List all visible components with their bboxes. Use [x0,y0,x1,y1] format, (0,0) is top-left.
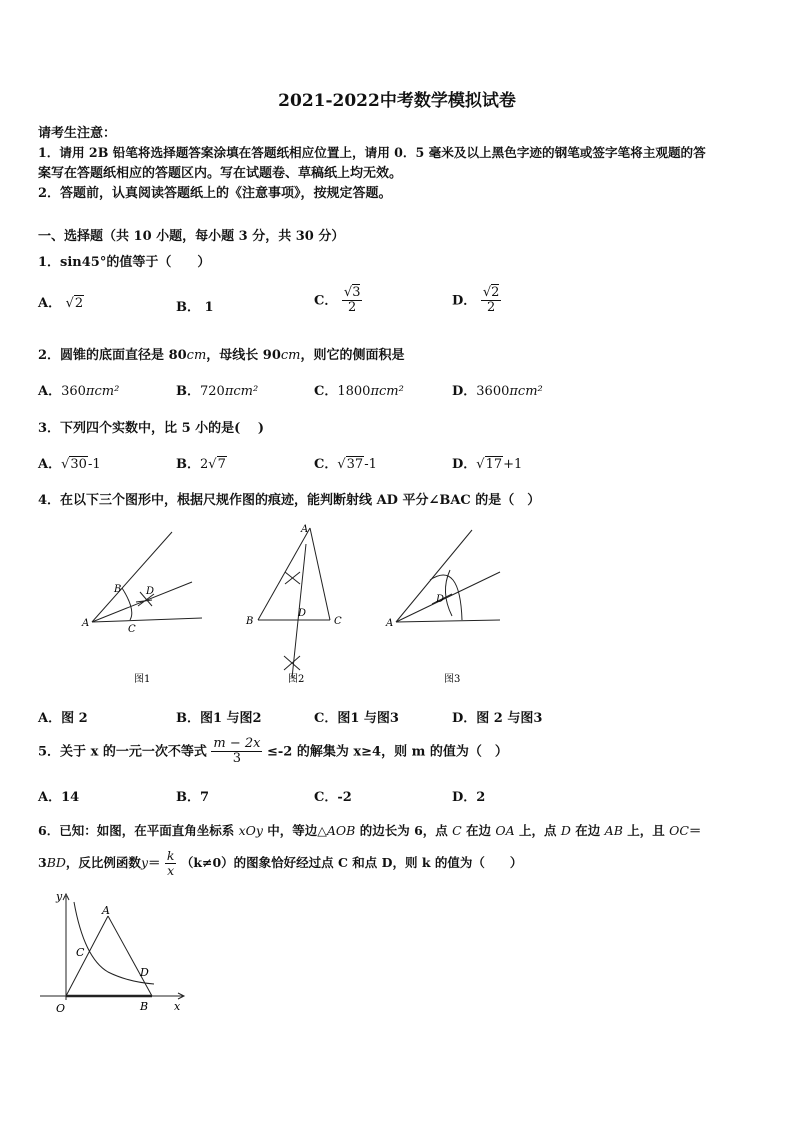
fig3-label-a: A [386,618,394,629]
label-o: O [56,1002,66,1015]
q1-option-a[interactable] [38,292,84,311]
fig2-label-b: B [246,616,254,627]
figure-2 [258,528,330,678]
q1-option-c-label: C． [314,293,338,309]
q6-figure [36,888,196,1018]
q4-option-d[interactable]: D．图 2 与图3 [452,711,543,726]
sqrt-symbol: √2 [65,296,84,311]
q1-stem: 1．sin45°的值等于（ ） [38,255,211,270]
q3-stem: 3．下列四个实数中，比 5 小的是( ) [38,421,264,436]
section1-heading: 一、选择题（共 10 小题，每小题 3 分，共 30 分） [38,229,345,244]
fig3-label-d: D [436,594,445,605]
q5-option-c[interactable]: C．-2 [314,790,352,805]
q6-line2: 3BD，反比例函数y＝ $\frac{k}{x}$ （k≠0）的图象恰好经过点 C 和点 D，则 k 的值为（ ） [38,848,523,878]
page-title: 2021-2022中考数学模拟试卷 [278,91,516,111]
q5-frac-num: m − 2x [213,736,261,751]
fig3-caption: 图3 [444,674,461,685]
fig2-label-c: C [334,616,342,627]
side-oa [66,916,108,996]
side-ab [108,916,152,996]
fig1-label-a: A [82,618,90,629]
q1-c-denominator: 2 [348,300,357,316]
q1-a-radicand: 2 [74,296,84,311]
q1-option-c[interactable] [314,286,362,316]
label-x: x [174,1000,181,1013]
q1-d-numerator: √2 [482,285,500,300]
q3-option-c[interactable]: C．√37-1 [314,457,377,472]
q5-stem: 5．关于 x 的一元一次不等式 $\frac{m - 2x}{3}$ ≤-2 的解集为 x≥4，则 m 的值为（ ） [38,736,508,767]
q3-option-a[interactable]: A．√30-1 [38,457,101,472]
q1-option-d[interactable] [452,286,501,316]
q4-option-c[interactable]: C．图1 与图3 [314,711,399,726]
notice-item2: 2．答题前，认真阅读答题纸上的《注意事项》，按规定答题。 [38,186,392,201]
notice-heading: 请考生注意： [38,126,117,141]
label-b: B [140,1000,149,1013]
q1-option-a-label: A． [38,296,62,311]
figure-3 [396,530,500,622]
q5-option-d[interactable]: D．2 [452,790,486,805]
label-d: D [140,966,149,979]
label-c: C [76,946,85,959]
notice-item1-line2: 案写在答题纸相应的答题区内。写在试题卷、草稿纸上均无效。 [38,166,403,181]
q1-option-b[interactable] [176,296,214,315]
q1-c-numerator: √3 [343,285,361,300]
fig1-caption: 图1 [134,674,151,685]
q4-option-b[interactable]: B．图1 与图2 [176,711,262,726]
notice-item1-line1: 1．请用 2B 铅笔将选择题答案涂填在答题纸相应位置上，请用 0．5 毫米及以上黑色字迹的钢笔或签字笔将主观题的答 [38,145,706,160]
q4-option-a[interactable]: A．图 2 [38,711,88,726]
fig1-label-d: D [146,586,155,597]
q2-option-d[interactable]: D．3600πcm² [452,384,543,399]
q2-option-b[interactable]: B．720πcm² [176,384,259,399]
fig1-label-c: C [128,624,136,635]
fig2-label-a: A [301,524,309,535]
q5-option-b[interactable]: B．7 [176,790,210,805]
label-a: A [102,904,110,917]
figure-1 [92,532,202,622]
q1-option-b-label: B． [176,300,200,315]
q2-stem: 2．圆锥的底面直径是 80cm，母线长 90cm，则它的侧面积是 [38,348,405,363]
q2-option-a[interactable]: A．360πcm² [38,384,120,399]
q2-option-c[interactable]: C．1800πcm² [314,384,404,399]
q4-stem: 4．在以下三个图形中，根据尺规作图的痕迹，能判断射线 AD 平分∠BAC 的是（ ） [38,493,541,508]
fig2-label-d: D [298,608,307,619]
q5-option-a[interactable]: A．14 [38,790,80,805]
label-y: y [56,890,63,903]
q3-option-b[interactable]: B．2√7 [176,457,226,472]
q5-frac-den: 3 [232,751,242,767]
q1-d-denominator: 2 [486,300,496,316]
fig1-label-b: B [114,584,122,595]
q3-option-d[interactable]: D．√17+1 [452,457,523,472]
q1-option-d-label: D． [452,293,477,309]
fig2-caption: 图2 [288,674,305,685]
q4-figures [80,520,520,690]
q6-line1: 6．已知：如图，在平面直角坐标系 xOy 中，等边△AOB 的边长为 6，点 C 在边 OA 上，点 D 在边 AB 上，且 OC＝ [38,823,702,838]
q1-b-value: 1 [204,300,214,315]
